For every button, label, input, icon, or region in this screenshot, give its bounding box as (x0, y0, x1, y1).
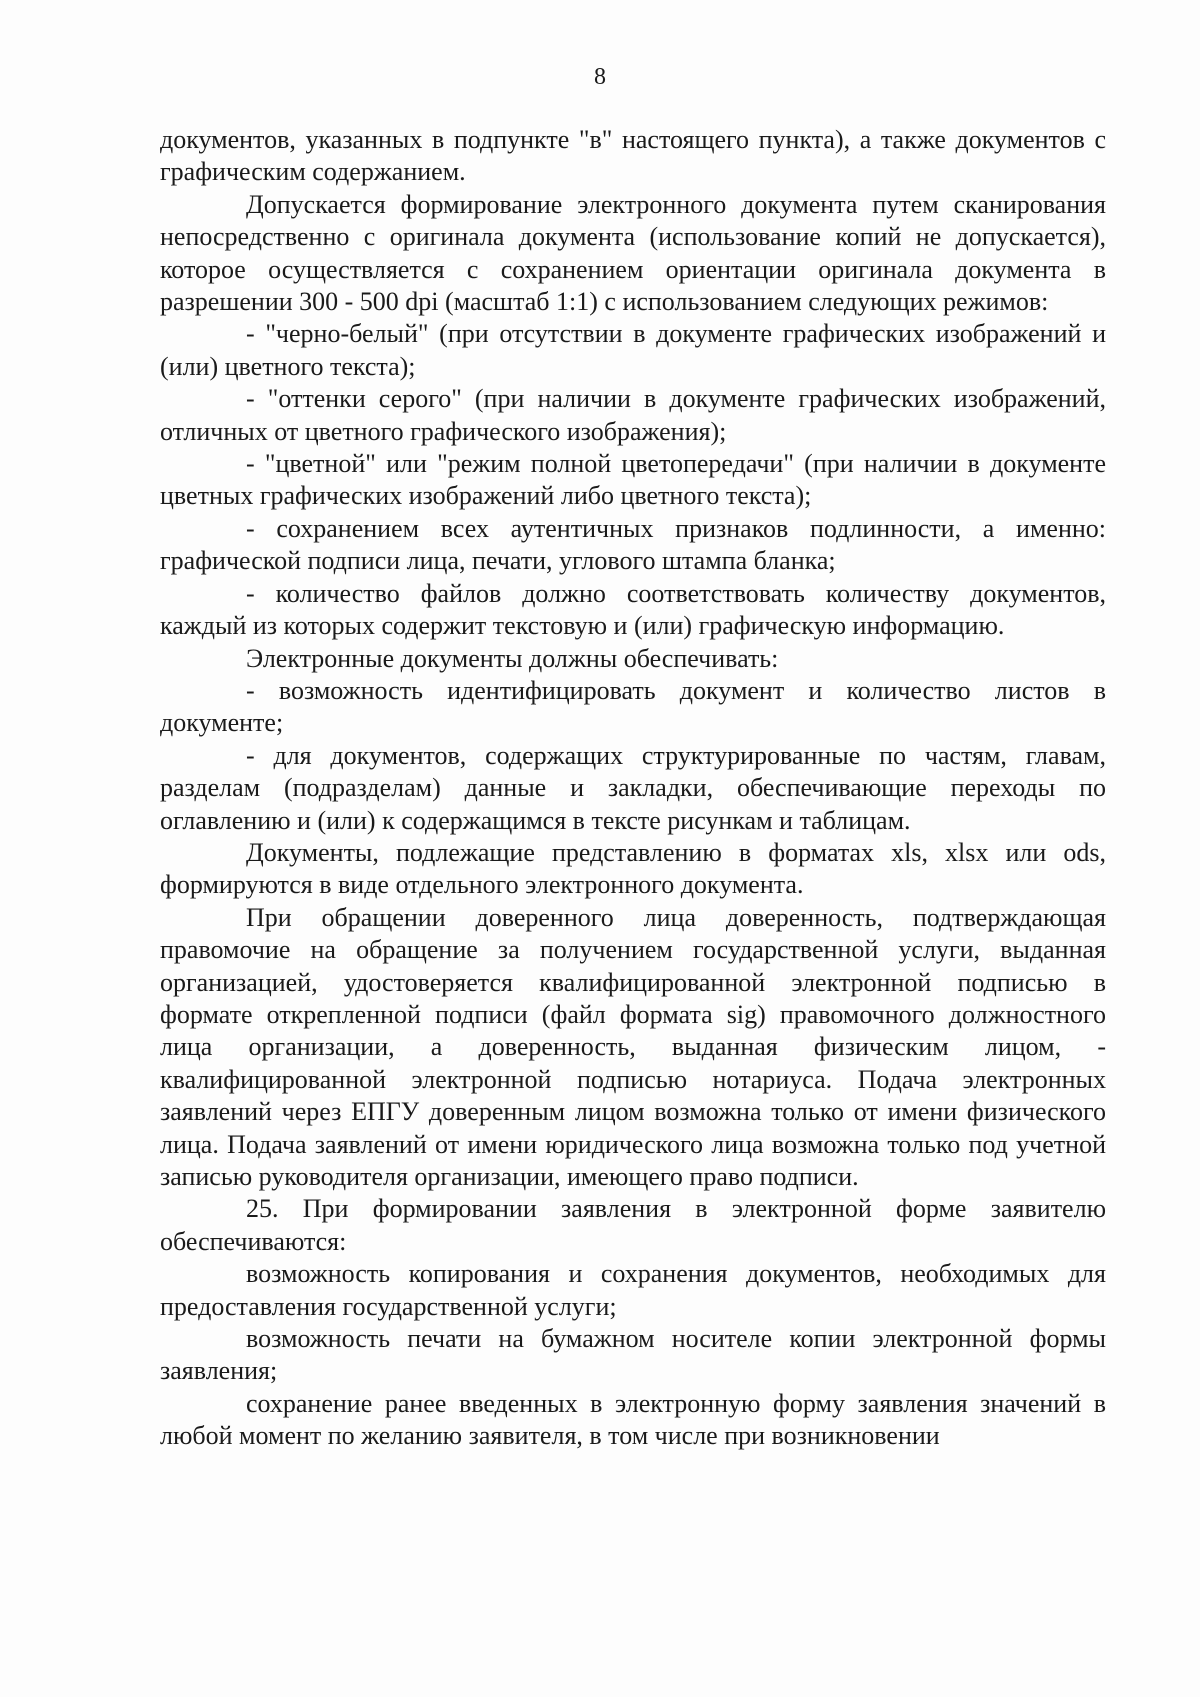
paragraph-power-of-attorney: При обращении доверенного лица доверенность, подтверждающая правомочие на обращение за получением государственной услуги, выданная организацией, удостоверяется квалифицированной электронной подписью в формате открепленной подписи (файл формата sig) правомочного должностного лица организации, а доверенность, выданная физическим лицом, - квалифицированной электронной подписью нотариуса. Подача электронных заявлений через ЕПГУ доверенным лицом возможна только от имени физического лица. Подача заявлений от имени юридического лица возможна только под учетной записью руководителя организации, имеющего право подписи. (160, 902, 1106, 1191)
paragraph-spreadsheet-formats: Документы, подлежащие представлению в форматах xls, xlsx или ods, формируются в виде отдельного электронного документа. (160, 837, 1106, 900)
document-body (160, 124, 1106, 1453)
paragraph-copy-save: возможность копирования и сохранения документов, необходимых для предоставления государственной услуги; (160, 1259, 1106, 1321)
paragraph-item-25: 25. При формировании заявления в электронной форме заявителю обеспечиваются: (160, 1194, 1106, 1256)
list-item-grayscale: - "оттенки серого" (при наличии в документе графических изображений, отличных от цветного графического изображения); (160, 384, 1106, 446)
list-item-structured: - для документов, содержащих структурированные по частям, главам, разделам (подразделам) данные и закладки, обеспечивающие переходы по оглавлению и (или) к содержащимся в тексте рисункам и таблицам. (160, 740, 1106, 835)
list-item-color: - "цветной" или "режим полной цветопередачи" (при наличии в документе цветных графических изображений либо цветного текста); (160, 449, 1106, 511)
paragraph-print: возможность печати на бумажном носителе копии электронной формы заявления; (160, 1324, 1106, 1386)
list-item-file-count: - количество файлов должно соответствовать количеству документов, каждый из которых содержит текстовую и (или) графическую информацию. (160, 578, 1106, 641)
paragraph-save-values: сохранение ранее введенных в электронную форму заявления значений в любой момент по желанию заявителя, в том числе при возникновении (160, 1388, 1106, 1451)
list-item-identify: - возможность идентифицировать документ и количество листов в документе; (160, 675, 1106, 738)
paragraph-scanning-rules: Допускается формирование электронного документа путем сканирования непосредственно с оригинала документа (использование копий не допускается), которое осуществляется с сохранением ориентации оригинала документа в разрешении 300 - 500 dpi (масштаб 1:1) с использованием следующих режимов: (160, 189, 1106, 317)
list-item-authenticity: - сохранением всех аутентичных признаков подлинности, а именно: графической подписи лица, печати, углового штампа бланка; (160, 513, 1106, 576)
paragraph-electronic-docs: Электронные документы должны обеспечивать: (246, 643, 779, 673)
paragraph-continuation: документов, указанных в подпункте "в" настоящего пункта), а также документов с графическим содержанием. (160, 125, 1106, 187)
list-item-black-white: - "черно-белый" (при отсутствии в документе графических изображений и (или) цветного текста); (160, 319, 1106, 381)
page-number: 8 (594, 64, 606, 90)
